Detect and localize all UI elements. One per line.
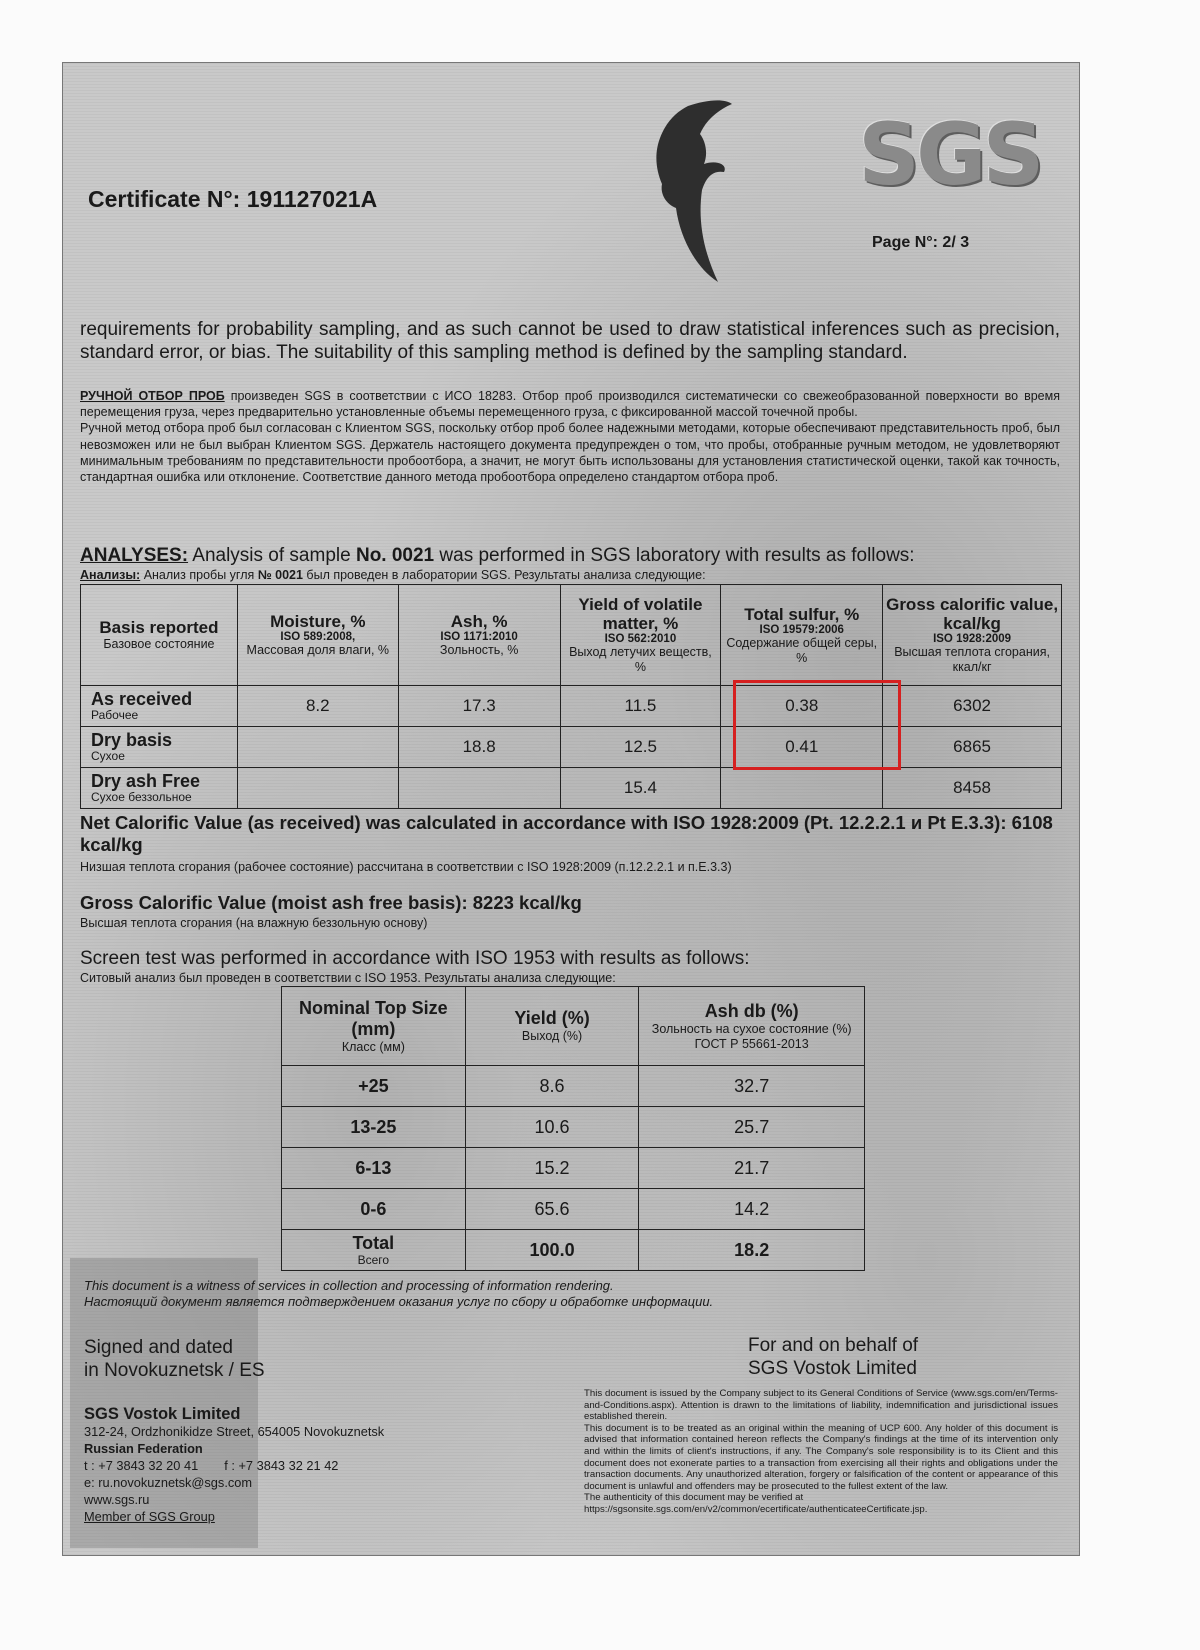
- page-number: Page N°: 2/ 3: [872, 234, 970, 251]
- cell-yield: 15.2: [465, 1148, 639, 1189]
- cell-size: 13-25: [282, 1107, 466, 1148]
- header-ash-db: Ash db (%) Зольность на сухое состояние (%) ГОСТ Р 55661-2013: [639, 987, 865, 1066]
- header-gcv: Gross calorific value, kcal/kg ISO 1928:2009 Высшая теплота сгорания, ккал/кг: [883, 585, 1062, 686]
- analyses-text-a: Analysis of sample: [188, 545, 356, 566]
- behalf-line1: For and on behalf of: [748, 1335, 919, 1356]
- cell-total-yield: 100.0: [465, 1230, 639, 1271]
- signed-line2: in Novokuznetsk / ES: [84, 1360, 265, 1381]
- analyses-text-b: was performed in SGS laboratory with results as follows:: [434, 545, 915, 566]
- table-row: [282, 1148, 865, 1189]
- table-header-row: [282, 987, 865, 1066]
- witness-ru: Настоящий документ является подтверждением оказания услуг по сбору и обработке информации.: [84, 1294, 714, 1309]
- row-label: Dry basis Сухое: [81, 727, 238, 768]
- witness-statement: [84, 1278, 713, 1310]
- cell-volatile: 11.5: [560, 686, 721, 727]
- intro-ru-p1: произведен SGS в соответствии с ИСО 18283. Отбор проб производился систематически со свежеобразованной поверхности во время перемещения груза, через предварительно установленные объемы перемещенного груза, с фиксированной массой точечной пробы.: [80, 389, 1060, 420]
- eagle-watermark-icon: [636, 98, 736, 293]
- cell-moisture: [237, 727, 398, 768]
- header-size: Nominal Top Size (mm) Класс (мм): [282, 987, 466, 1066]
- witness-en: This document is a witness of services in collection and processing of information rendering.: [84, 1278, 614, 1293]
- cell-volatile: 15.4: [560, 768, 721, 809]
- cell-size: 0-6: [282, 1189, 466, 1230]
- member-sgs-group: Member of SGS Group: [84, 1509, 215, 1524]
- cell-yield: 65.6: [465, 1189, 639, 1230]
- analyses-ru-text-b: был проведен в лаборатории SGS. Результаты анализа следующие:: [302, 568, 706, 582]
- analysis-results-table: [80, 584, 1062, 809]
- cell-ash: 17.3: [398, 686, 560, 727]
- header-yield: Yield (%) Выход (%): [465, 987, 639, 1066]
- cell-gcv: 6865: [883, 727, 1062, 768]
- cell-moisture: 8.2: [237, 686, 398, 727]
- cell-gcv: 6302: [883, 686, 1062, 727]
- company-name: SGS Vostok Limited: [84, 1405, 241, 1423]
- signed-dated: [84, 1336, 265, 1382]
- cell-total-label: Total Всего: [282, 1230, 466, 1271]
- analyses-heading-ru: [80, 568, 706, 582]
- legal-p3: The authenticity of this document may be verified at: [584, 1492, 804, 1504]
- net-calorific-value-ru: Низшая теплота сгорания (рабочее состояние) рассчитана в соответствии с ISO 1928:2009 (п.12.2.2.1 и п.Е.3.3): [80, 860, 732, 874]
- company-phone: t : +7 3843 32 20 41: [84, 1458, 199, 1473]
- intro-english: requirements for probability sampling, and as such cannot be used to draw statistical inferences such as precision, standard error, or bias. The suitability of this sampling method is defined by the sampling standard.: [80, 319, 1060, 363]
- cell-ash: [398, 768, 560, 809]
- certificate-number: Certificate N°: 191127021A: [88, 186, 378, 212]
- gross-calorific-maf-ru: Высшая теплота сгорания (на влажную беззольную основу): [80, 916, 428, 930]
- legal-disclaimer: [584, 1388, 1058, 1516]
- cell-total-ash: 18.2: [639, 1230, 865, 1271]
- cell-ash: 32.7: [639, 1066, 865, 1107]
- header-ash: Ash, % ISO 1171:2010 Зольность, %: [398, 585, 560, 686]
- on-behalf-of: [748, 1334, 918, 1380]
- legal-p2: This document is to be treated as an original within the meaning of UCP 600. Any holder of this document is advised that information contained hereon reflects the Company's findings at the time of its intervention only and within the limits of client's instructions, if any. The Company's sole responsibility is to its Client and this document does not exonerate parties to a transaction from exercising all their rights and obligations under the transaction documents. Any unauthorized alteration, forgery or falsification of the content or appearance of this document is unlawful and offenders may be prosecuted to the fullest extent of the law.: [584, 1422, 1058, 1492]
- verification-link[interactable]: https://sgsonsite.sgs.com/en/v2/common/ecertificate/authenticateeCertificate.jsp.: [584, 1503, 928, 1515]
- cell-sulfur: 0.41: [721, 727, 883, 768]
- company-email[interactable]: e: ru.novokuznetsk@sgs.com: [84, 1475, 253, 1490]
- cell-volatile: 12.5: [560, 727, 721, 768]
- company-website[interactable]: www.sgs.ru: [84, 1492, 150, 1507]
- cell-ash: 18.8: [398, 727, 560, 768]
- sgs-logo: SGS: [858, 105, 1041, 205]
- cell-size: +25: [282, 1066, 466, 1107]
- cell-yield: 10.6: [465, 1107, 639, 1148]
- sample-number: No. 0021: [355, 545, 435, 566]
- gross-calorific-maf: Gross Calorific Value (moist ash free basis): 8223 kcal/kg: [80, 892, 582, 913]
- behalf-line2: SGS Vostok Limited: [748, 1358, 917, 1379]
- header-moisture: Moisture, % ISO 589:2008, Массовая доля влаги, %: [237, 585, 398, 686]
- total-row: [282, 1230, 865, 1271]
- cell-size: 6-13: [282, 1148, 466, 1189]
- legal-p1: This document is issued by the Company subject to its General Conditions of Service (www.sgs.com/en/Terms-and-Conditions.aspx). Attention is drawn to the limitations of liability, indemnification and jurisdictional issues established therein.: [584, 1388, 1058, 1423]
- table-row: [282, 1189, 865, 1230]
- cell-ash: 25.7: [639, 1107, 865, 1148]
- analyses-label-ru: Анализы:: [80, 568, 141, 582]
- table-row: [282, 1107, 865, 1148]
- manual-sampling-heading: РУЧНОЙ ОТБОР ПРОБ: [80, 389, 225, 403]
- signed-line1: Signed and dated: [84, 1337, 233, 1358]
- table-row: [81, 727, 1062, 768]
- net-calorific-value: Net Calorific Value (as received) was calculated in accordance with ISO 1928:2009 (Pt. 12.2.2.1 и Pt E.3.3): 6108 kcal/kg: [80, 812, 1053, 855]
- sample-number-ru: № 0021: [257, 568, 303, 582]
- row-label: As received Рабочее: [81, 686, 238, 727]
- screen-test-heading-ru: Ситовый анализ был проведен в соответствии с ISO 1953. Результаты анализа следующие:: [80, 971, 616, 985]
- screen-test-heading: Screen test was performed in accordance with ISO 1953 with results as follows:: [80, 948, 750, 969]
- analyses-heading: [80, 545, 915, 567]
- table-row: [81, 686, 1062, 727]
- cell-gcv: 8458: [883, 768, 1062, 809]
- analyses-label: ANALYSES:: [80, 545, 189, 566]
- row-label: Dry ash Free Сухое беззольное: [81, 768, 238, 809]
- table-header-row: [81, 585, 1062, 686]
- cell-sulfur: 0.38: [721, 686, 883, 727]
- cell-sulfur: [721, 768, 883, 809]
- header-sulfur: Total sulfur, % ISO 19579:2006 Содержание общей серы, %: [721, 585, 883, 686]
- header-basis: Basis reported Базовое состояние: [81, 585, 238, 686]
- company-address: 312-24, Ordzhonikidze Street, 654005 Novokuznetsk: [84, 1424, 385, 1439]
- company-contact: [84, 1406, 384, 1525]
- screen-test-table: [281, 986, 865, 1271]
- cell-ash: 21.7: [639, 1148, 865, 1189]
- analyses-ru-text-a: Анализ пробы угля: [140, 568, 258, 582]
- sulfur-highlight-box: [733, 680, 901, 770]
- company-fax: f : +7 3843 32 21 42: [224, 1458, 339, 1473]
- header-volatile: Yield of volatile matter, % ISO 562:2010 Выход летучих веществ, %: [560, 585, 721, 686]
- intro-russian: [80, 388, 1060, 485]
- cell-ash: 14.2: [639, 1189, 865, 1230]
- table-row: [81, 768, 1062, 809]
- company-country: Russian Federation: [84, 1441, 203, 1456]
- cell-yield: 8.6: [465, 1066, 639, 1107]
- table-row: [282, 1066, 865, 1107]
- cell-moisture: [237, 768, 398, 809]
- intro-ru-p2: Ручной метод отбора проб был согласован с Клиентом SGS, поскольку отбор проб более надежными методами, которые обеспечивают представительность проб, был невозможен или не был выбран Клиентом SGS. Держатель настоящего документа предупрежден о том, что пробы, отобранные ручным методом, не удовлетворяют минимальным требованиям по представительности пробоотбора, а значит, не могут быть использованы для установления статистической оценки, такой как точность, стандартная ошибка или отклонение. Соответствие данного метода пробоотбора определено стандартом отбора проб.: [80, 421, 1060, 485]
